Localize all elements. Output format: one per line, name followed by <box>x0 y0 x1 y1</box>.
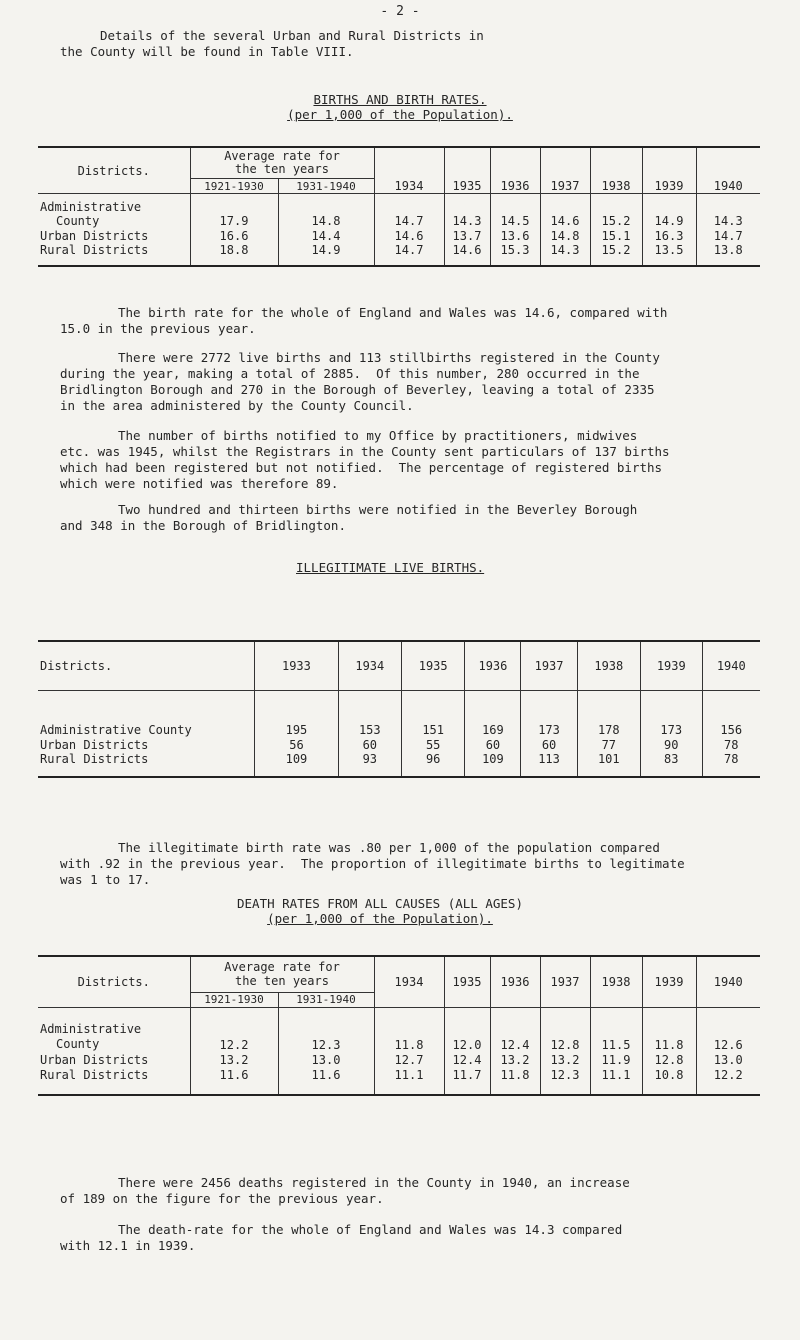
illegit-cell: 83 <box>640 752 702 777</box>
boroughs-paragraph: Two hundred and thirteen births were notified in the Beverley Borough and 348 in the Borough of Bridlington. <box>60 502 638 533</box>
births-row-label: Rural Districts <box>40 243 149 257</box>
death-year: 1936 <box>490 956 540 1008</box>
births-year-1940: 1940 <box>696 147 760 194</box>
death-cell: 11.8 <box>642 1008 696 1053</box>
illegit-cell: 109 <box>465 752 521 777</box>
births-cell: 14.6 <box>444 243 490 266</box>
illegit-cell: 78 <box>702 737 760 752</box>
death-cell: 12.2 <box>190 1008 278 1053</box>
births-cell: 14.7 <box>696 228 760 243</box>
death-cell: 12.6 <box>696 1008 760 1053</box>
death-cell: 12.0 <box>444 1008 490 1053</box>
births-heading <box>0 92 800 122</box>
death-avg-header: Average rate for the ten years <box>190 956 374 992</box>
births-cell: 14.3 <box>540 243 590 266</box>
death-row-label: Urban Districts <box>40 1053 149 1067</box>
illegit-year: 1939 <box>640 641 702 691</box>
death-cell: 11.9 <box>590 1052 642 1068</box>
illegit-cell: 151 <box>401 691 464 738</box>
death-cell: 11.1 <box>590 1068 642 1095</box>
illegit-cell: 173 <box>640 691 702 738</box>
death-cell: 13.2 <box>540 1052 590 1068</box>
births-cell: 14.7 <box>374 194 444 229</box>
illegit-cell: 93 <box>338 752 401 777</box>
illegit-districts-header: Districts. <box>40 659 113 673</box>
births-cell: 16.3 <box>642 228 696 243</box>
illegit-cell: 169 <box>465 691 521 738</box>
death-districts-header: Districts. <box>77 975 150 989</box>
illegit-year: 1938 <box>577 641 640 691</box>
births-avg-1921-1930: 1921-1930 <box>190 179 278 194</box>
death-cell: 12.8 <box>540 1008 590 1053</box>
death-cell: 12.7 <box>374 1052 444 1068</box>
illegit-cell: 90 <box>640 737 702 752</box>
births-row-label: Administrative County <box>40 200 142 228</box>
death-cell: 11.1 <box>374 1068 444 1095</box>
births-cell: 18.8 <box>190 243 278 266</box>
births-cell: 16.6 <box>190 228 278 243</box>
births-cell: 15.1 <box>590 228 642 243</box>
death-year: 1939 <box>642 956 696 1008</box>
death-cell: 13.0 <box>696 1052 760 1068</box>
illegit-year: 1934 <box>338 641 401 691</box>
births-cell: 14.9 <box>642 194 696 229</box>
births-row-label: Urban Districts <box>40 228 149 243</box>
death-row-label: Rural Districts <box>40 1068 149 1082</box>
births-cell: 14.3 <box>696 194 760 229</box>
births-cell: 15.2 <box>590 194 642 229</box>
death-year: 1937 <box>540 956 590 1008</box>
page-number: - 2 - <box>380 4 420 19</box>
births-cell: 14.8 <box>278 194 374 229</box>
notified-paragraph: The number of births notified to my Office by practitioners, midwives etc. was 1945, whilst the Registrars in the County sent particulars of 137 births which had been registered but not notified. The percentage of registered births which were notified was therefore 89. <box>60 428 670 491</box>
death-avg-1931-1940: 1931-1940 <box>278 992 374 1007</box>
births-cell: 14.8 <box>540 228 590 243</box>
births-avg-header: Average rate for the ten years <box>190 147 374 179</box>
death-cell: 11.5 <box>590 1008 642 1053</box>
illegit-cell: 56 <box>255 737 338 752</box>
births-cell: 13.6 <box>490 228 540 243</box>
death-cell: 12.3 <box>540 1068 590 1095</box>
illegit-cell: 109 <box>255 752 338 777</box>
illegit-year: 1933 <box>255 641 338 691</box>
death-rate-paragraph: The death-rate for the whole of England and Wales was 14.3 compared with 12.1 in 1939. <box>60 1222 623 1253</box>
births-year-1935: 1935 <box>444 147 490 194</box>
death-year: 1938 <box>590 956 642 1008</box>
births-cell: 14.3 <box>444 194 490 229</box>
death-cell: 11.7 <box>444 1068 490 1095</box>
death-cell: 10.8 <box>642 1068 696 1095</box>
births-cell: 15.2 <box>590 243 642 266</box>
illegit-cell: 156 <box>702 691 760 738</box>
illegit-cell: 60 <box>338 737 401 752</box>
death-cell: 13.2 <box>490 1052 540 1068</box>
death-table <box>38 955 760 1096</box>
death-cell: 11.8 <box>490 1068 540 1095</box>
births-cell: 14.6 <box>374 228 444 243</box>
illegit-heading: ILLEGITIMATE LIVE BIRTHS. <box>296 560 485 575</box>
births-cell: 15.3 <box>490 243 540 266</box>
death-cell: 11.6 <box>190 1068 278 1095</box>
births-title: BIRTHS AND BIRTH RATES. <box>313 92 487 107</box>
illegit-table <box>38 640 760 778</box>
births-cell: 17.9 <box>190 194 278 229</box>
death-cell: 12.4 <box>490 1008 540 1053</box>
death-year: 1935 <box>444 956 490 1008</box>
illegit-year: 1936 <box>465 641 521 691</box>
death-cell: 13.0 <box>278 1052 374 1068</box>
death-cell: 11.8 <box>374 1008 444 1053</box>
death-cell: 12.4 <box>444 1052 490 1068</box>
births-cell: 13.5 <box>642 243 696 266</box>
illegit-cell: 55 <box>401 737 464 752</box>
illegit-cell: 153 <box>338 691 401 738</box>
illegit-row-label: Administrative County <box>40 723 192 737</box>
death-heading: DEATH RATES FROM ALL CAUSES (ALL AGES) (per 1,000 of the Population). <box>237 896 523 926</box>
illegit-paragraph: The illegitimate birth rate was .80 per 1,000 of the population compared with .92 in the previous year. The proportion of illegitimate births to legitimate was 1 to 17. <box>60 840 685 887</box>
births-year-1936: 1936 <box>490 147 540 194</box>
illegit-cell: 178 <box>577 691 640 738</box>
illegit-cell: 173 <box>521 691 577 738</box>
births-year-1937: 1937 <box>540 147 590 194</box>
births-cell: 13.8 <box>696 243 760 266</box>
illegit-cell: 96 <box>401 752 464 777</box>
illegit-cell: 60 <box>521 737 577 752</box>
death-cell: 11.6 <box>278 1068 374 1095</box>
birth-rate-paragraph: The birth rate for the whole of England and Wales was 14.6, compared with 15.0 in the previous year. <box>60 305 668 336</box>
death-cell: 12.3 <box>278 1008 374 1053</box>
births-year-1934: 1934 <box>374 147 444 194</box>
births-cell: 13.7 <box>444 228 490 243</box>
illegit-year: 1937 <box>521 641 577 691</box>
illegit-cell: 195 <box>255 691 338 738</box>
illegit-cell: 113 <box>521 752 577 777</box>
births-cell: 14.6 <box>540 194 590 229</box>
illegit-row-label: Rural Districts <box>40 752 149 766</box>
death-year: 1934 <box>374 956 444 1008</box>
death-avg-1921-1930: 1921-1930 <box>190 992 278 1007</box>
death-cell: 12.2 <box>696 1068 760 1095</box>
illegit-cell: 101 <box>577 752 640 777</box>
births-cell: 14.7 <box>374 243 444 266</box>
illegit-year: 1935 <box>401 641 464 691</box>
births-subtitle: (per 1,000 of the Population). <box>287 107 513 122</box>
births-cell: 14.5 <box>490 194 540 229</box>
illegit-year: 1940 <box>702 641 760 691</box>
live-births-paragraph: There were 2772 live births and 113 stillbirths registered in the County during the year, making a total of 2885. Of this number, 280 occurred in the Bridlington Borough and 270 in the Borough of Beverley, leaving a total of 2335 in the area administered by the County Council. <box>60 350 660 413</box>
deaths-paragraph: There were 2456 deaths registered in the County in 1940, an increase of 189 on the figure for the previous year. <box>60 1175 630 1206</box>
births-districts-header: Districts. <box>77 163 150 178</box>
intro-paragraph: Details of the several Urban and Rural Districts in the County will be found in Table VIII. <box>60 28 484 59</box>
death-year: 1940 <box>696 956 760 1008</box>
death-row-label: Administrative County <box>40 1022 142 1051</box>
illegit-cell: 77 <box>577 737 640 752</box>
death-cell: 13.2 <box>190 1052 278 1068</box>
births-year-1939: 1939 <box>642 147 696 194</box>
births-year-1938: 1938 <box>590 147 642 194</box>
illegit-row-label: Urban Districts <box>40 737 149 752</box>
births-table <box>38 146 760 267</box>
illegit-cell: 60 <box>465 737 521 752</box>
death-cell: 12.8 <box>642 1052 696 1068</box>
births-cell: 14.9 <box>278 243 374 266</box>
births-cell: 14.4 <box>278 228 374 243</box>
births-avg-1931-1940: 1931-1940 <box>278 179 374 194</box>
illegit-cell: 78 <box>702 752 760 777</box>
